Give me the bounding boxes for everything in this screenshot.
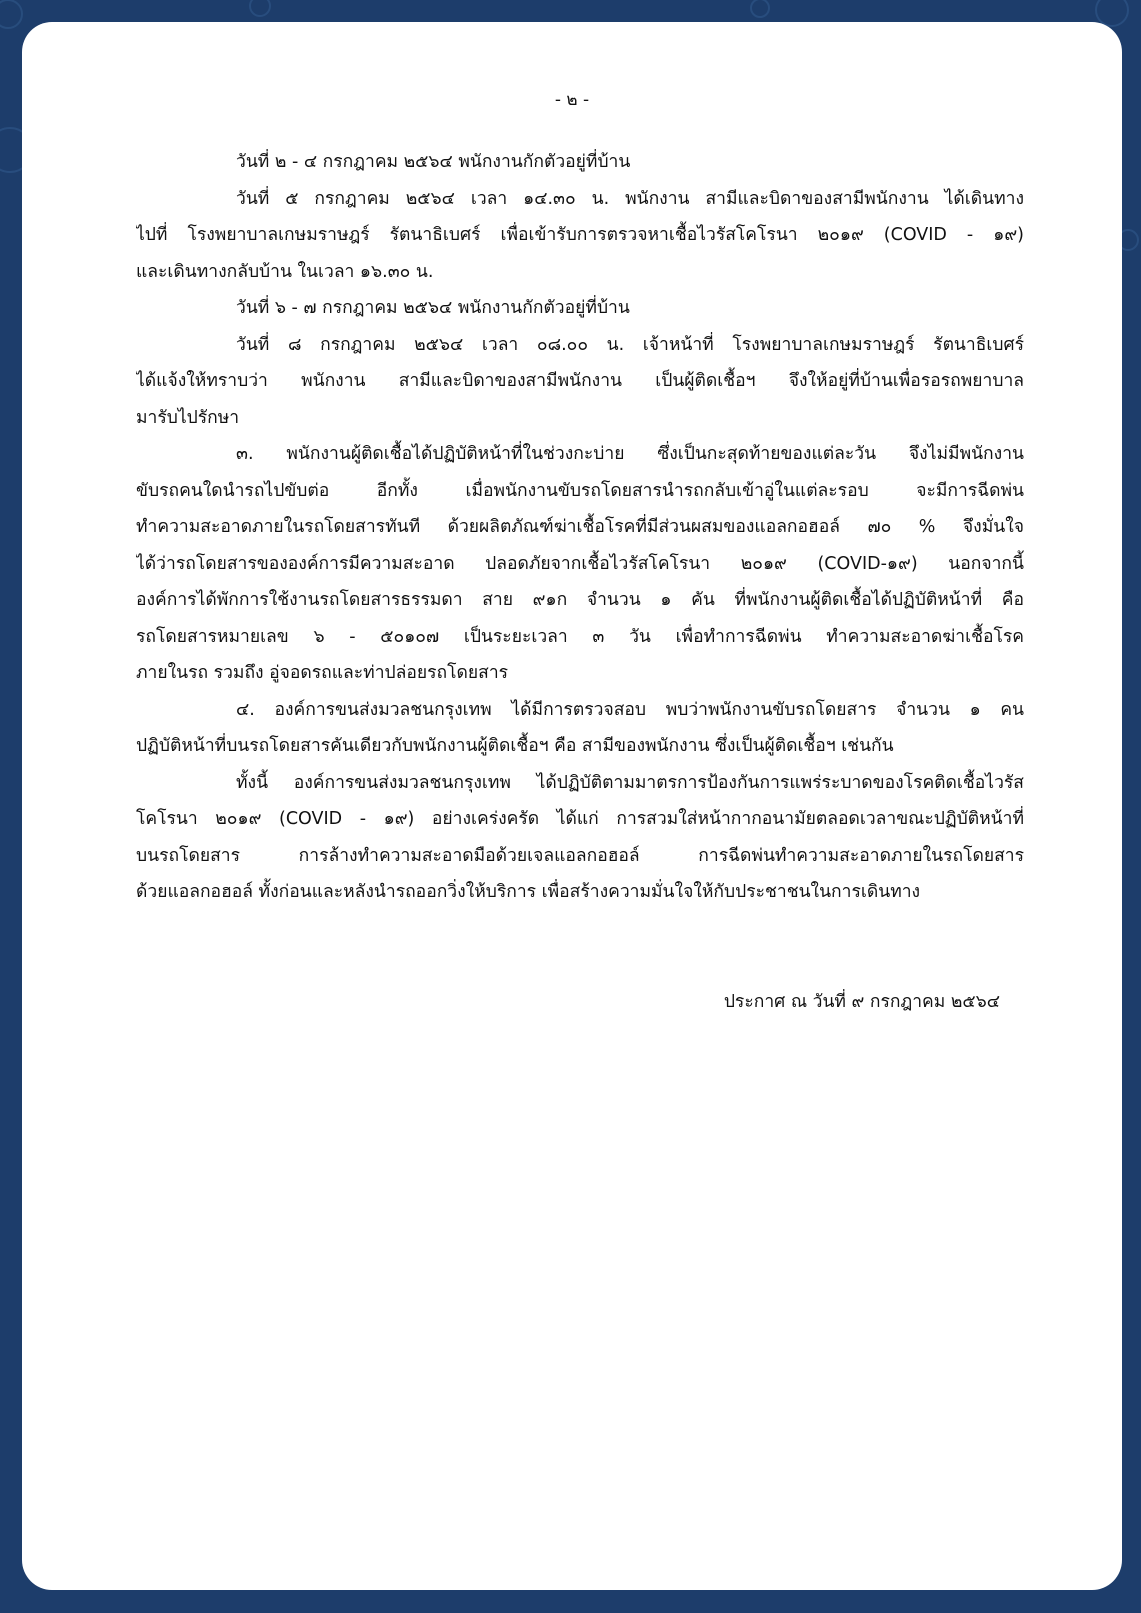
text-line: มารับไปรักษา: [136, 407, 240, 428]
text-line: วันที่ ๘ กรกฎาคม ๒๕๖๔ เวลา ๐๘.๐๐ น. เจ้าหน้าที่ โรงพยาบาลเกษมราษฎร์ รัตนาธิเบศร์: [236, 334, 1024, 355]
text-line: และเดินทางกลับบ้าน ในเวลา ๑๖.๓๐ น.: [136, 261, 434, 282]
document-page: [22, 22, 1122, 1590]
text-line: โคโรนา ๒๐๑๙ (COVID - ๑๙) อย่างเคร่งครัด ได้แก่ การสวมใส่หน้ากากอนามัยตลอดเวลาขณะปฏิบัติหน้าที่: [136, 809, 1024, 829]
document-body: [136, 144, 1024, 911]
text-line: ๓. พนักงานผู้ติดเชื้อได้ปฏิบัติหน้าที่ในช่วงกะบ่าย ซึ่งเป็นกะสุดท้ายของแต่ละวัน จึงไม่มีพนักงาน: [236, 444, 1024, 464]
text-line: ทั้งนี้ องค์การขนส่งมวลชนกรุงเทพ ได้ปฏิบัติตามมาตรการป้องกันการแพร่ระบาดของโรคติดเชื้อไวรัส: [236, 772, 1024, 793]
text-line: บนรถโดยสาร การล้างทำความสะอาดมือด้วยเจลแอลกอฮอล์ การฉีดพ่นทำความสะอาดภายในรถโดยสาร: [136, 845, 1024, 866]
text-line: ไปที่ โรงพยาบาลเกษมราษฎร์ รัตนาธิเบศร์ เพื่อเข้ารับการตรวจหาเชื้อไวรัสโคโรนา ๒๐๑๙ (COVID - ๑๙): [136, 225, 1024, 245]
text-line: วันที่ ๒ - ๔ กรกฎาคม ๒๕๖๔ พนักงานกักตัวอยู่ที่บ้าน: [236, 152, 631, 172]
text-line: ได้แจ้งให้ทราบว่า พนักงาน สามีและบิดาของสามีพนักงาน เป็นผู้ติดเชื้อฯ จึงให้อยู่ที่บ้านเพื่อรอรถพยาบาล: [136, 371, 1024, 391]
text-line: ปฏิบัติหน้าที่บนรถโดยสารคันเดียวกับพนักงานผู้ติดเชื้อฯ คือ สามีของพนักงาน ซึ่งเป็นผู้ติดเชื้อฯ เช่นกัน: [136, 736, 894, 756]
text-line: องค์การได้พักการใช้งานรถโดยสารธรรมดา สาย ๙๑ก จำนวน ๑ คัน ที่พนักงานผู้ติดเชื้อได้ปฏิบัติหน้าที่ คือ: [136, 590, 1024, 610]
text-line: วันที่ ๖ - ๗ กรกฎาคม ๒๕๖๔ พนักงานกักตัวอยู่ที่บ้าน: [236, 298, 630, 318]
text-line: ๔. องค์การขนส่งมวลชนกรุงเทพ ได้มีการตรวจสอบ พบว่าพนักงานขับรถโดยสาร จำนวน ๑ คน: [236, 699, 1024, 720]
text-line: วันที่ ๕ กรกฎาคม ๒๕๖๔ เวลา ๑๔.๓๐ น. พนักงาน สามีและบิดาของสามีพนักงาน ได้เดินทาง: [236, 188, 1024, 209]
text-line: ได้ว่ารถโดยสารขององค์การมีความสะอาด ปลอดภัยจากเชื้อไวรัสโคโรนา ๒๐๑๙ (COVID-๑๙) นอกจากนี้: [136, 553, 1024, 574]
text-line: ภายในรถ รวมถึง อู่จอดรถและท่าปล่อยรถโดยสาร: [136, 663, 509, 683]
text-line: รถโดยสารหมายเลข ๖ - ๕๐๑๐๗ เป็นระยะเวลา ๓ วัน เพื่อทำการฉีดพ่น ทำความสะอาดฆ่าเชื้อโรค: [136, 626, 1024, 647]
text-line: ขับรถคนใดนำรถไปขับต่อ อีกทั้ง เมื่อพนักงานขับรถโดยสารนำรถกลับเข้าอู่ในแต่ละรอบ จะมีการฉีดพ่น: [136, 480, 1024, 501]
page-number: - ๒ -: [554, 90, 590, 110]
announcement-date: ประกาศ ณ วันที่ ๙ กรกฎาคม ๒๕๖๔: [723, 992, 1000, 1012]
text-line: ด้วยแอลกอฮอล์ ทั้งก่อนและหลังนำรถออกวิ่งให้บริการ เพื่อสร้างความมั่นใจให้กับประชาชนในการเดินทาง: [136, 882, 921, 902]
text-line: ทำความสะอาดภายในรถโดยสารทันที ด้วยผลิตภัณฑ์ฆ่าเชื้อโรคที่มีส่วนผสมของแอลกอฮอล์ ๗๐ % จึงมั่นใจ: [136, 517, 1024, 537]
